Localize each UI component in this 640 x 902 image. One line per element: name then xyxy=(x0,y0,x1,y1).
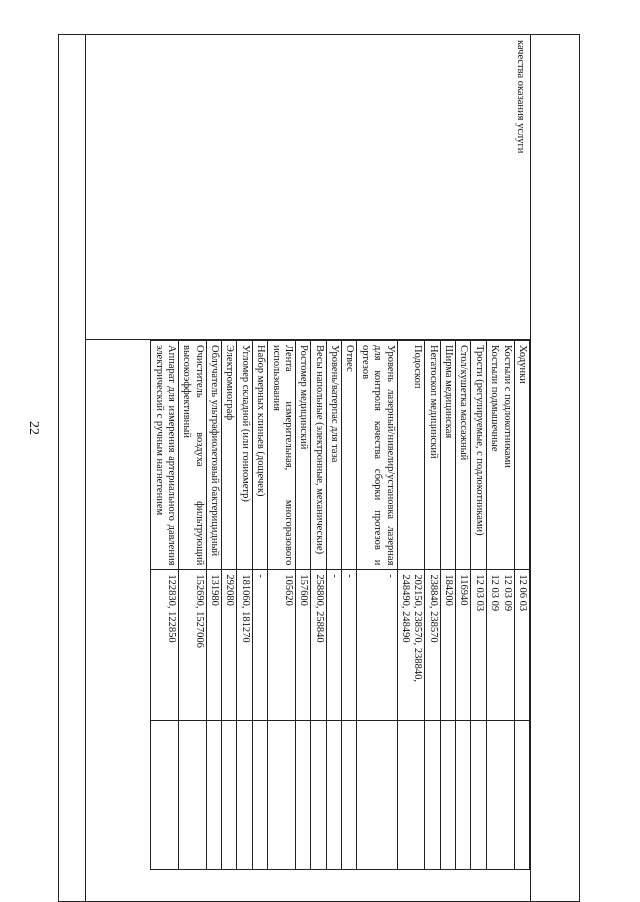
equipment-name: Электромиограф xyxy=(222,341,237,570)
empty-cell xyxy=(357,721,397,870)
equipment-code: 184200 xyxy=(440,570,455,721)
table-row xyxy=(206,341,221,870)
empty-cell xyxy=(237,721,252,870)
table-row xyxy=(456,341,471,870)
empty-cell xyxy=(425,721,440,870)
equipment-name: Уровень/ватерпас для таза xyxy=(326,341,341,570)
empty-cell xyxy=(296,721,311,870)
equipment-name: Ширма медицинская xyxy=(440,341,455,570)
empty-cell xyxy=(486,721,514,870)
left-column xyxy=(86,34,530,340)
equipment-name: Весы напольные (электронные, механические) xyxy=(311,341,326,570)
equipment-name: Костыли с подлокотниками Костыли подмышечные xyxy=(486,341,514,570)
empty-cell xyxy=(397,721,425,870)
empty-cell xyxy=(222,721,237,870)
equipment-name: Стол/кушетка массажный xyxy=(456,341,471,570)
table-row xyxy=(342,341,357,870)
equipment-code: 122830, 122850 xyxy=(151,570,179,721)
table-row xyxy=(252,341,267,870)
equipment-code: - xyxy=(326,570,341,721)
equipment-name: Трости (регулируемые, с подлокотниками) xyxy=(471,341,486,570)
empty-cell xyxy=(326,721,341,870)
rotated-document xyxy=(58,34,580,902)
table-row xyxy=(486,341,514,870)
equipment-name: Ходунки xyxy=(514,341,529,570)
equipment-name: Угломер складной (или гониометр) xyxy=(237,341,252,570)
equipment-name: Лента измерительная, многоразового использования xyxy=(268,341,296,570)
equipment-code: 258800, 258840 xyxy=(311,570,326,721)
empty-cell xyxy=(456,721,471,870)
empty-cell xyxy=(471,721,486,870)
table-row xyxy=(440,341,455,870)
equipment-code: 105620 xyxy=(268,570,296,721)
table-row xyxy=(326,341,341,870)
empty-cell xyxy=(252,721,267,870)
table-row xyxy=(151,341,179,870)
equipment-code: 12 06 03 xyxy=(514,570,529,721)
table-row xyxy=(222,341,237,870)
equipment-code: 202150, 238570, 238840, 248490, 248490 xyxy=(397,570,425,721)
equipment-code: 12 03 09 12 03 09 xyxy=(486,570,514,721)
empty-cell xyxy=(311,721,326,870)
table-row xyxy=(237,341,252,870)
table-row xyxy=(425,341,440,870)
equipment-name: Подоскоп xyxy=(397,341,425,570)
table-row xyxy=(296,341,311,870)
empty-cell xyxy=(206,721,221,870)
table-row xyxy=(397,341,425,870)
equipment-code: 116940 xyxy=(456,570,471,721)
table-row xyxy=(471,341,486,870)
equipment-code: 292080 xyxy=(222,570,237,721)
equipment-name: Облучатель ультрафиолетовый бактерицидный xyxy=(206,341,221,570)
table-row xyxy=(514,341,529,870)
equipment-code: - xyxy=(252,570,267,721)
empty-cell xyxy=(342,721,357,870)
equipment-name: Негатоскоп медицинский xyxy=(425,341,440,570)
empty-cell xyxy=(179,721,207,870)
equipment-name: Очиститель воздуха фильтрующий высокоэффективный xyxy=(179,341,207,570)
equipment-name: Ростомер медицинский xyxy=(296,341,311,570)
equipment-code: 238840, 238570 xyxy=(425,570,440,721)
quality-label: качества оказания услуги xyxy=(515,40,526,154)
equipment-name: Отвес xyxy=(342,341,357,570)
rotated-content xyxy=(58,34,580,902)
top-strip xyxy=(530,34,580,902)
empty-cell xyxy=(440,721,455,870)
equipment-name: Аппарат для измерения артериального давления электрический с ручным нагнетением xyxy=(151,341,179,570)
equipment-name: Уровень лазерный/нивелир/установка лазерная для контроля качества сборки протезов и ортезов xyxy=(357,341,397,570)
empty-cell xyxy=(151,721,179,870)
equipment-code: 152690, 1527006 xyxy=(179,570,207,721)
equipment-table xyxy=(150,340,530,870)
bottom-separator xyxy=(85,34,86,902)
equipment-code: 181060, 181270 xyxy=(237,570,252,721)
table-row xyxy=(179,341,207,870)
equipment-code: 131980 xyxy=(206,570,221,721)
equipment-code: - xyxy=(357,570,397,721)
empty-cell xyxy=(514,721,529,870)
equipment-code: 12 03 03 xyxy=(471,570,486,721)
equipment-code: - xyxy=(342,570,357,721)
equipment-code: 157600 xyxy=(296,570,311,721)
page-number: 22 xyxy=(26,421,41,435)
table-row xyxy=(268,341,296,870)
table-row xyxy=(357,341,397,870)
empty-cell xyxy=(268,721,296,870)
table-row xyxy=(311,341,326,870)
equipment-name: Набор мерных клиньев (дощечек) xyxy=(252,341,267,570)
